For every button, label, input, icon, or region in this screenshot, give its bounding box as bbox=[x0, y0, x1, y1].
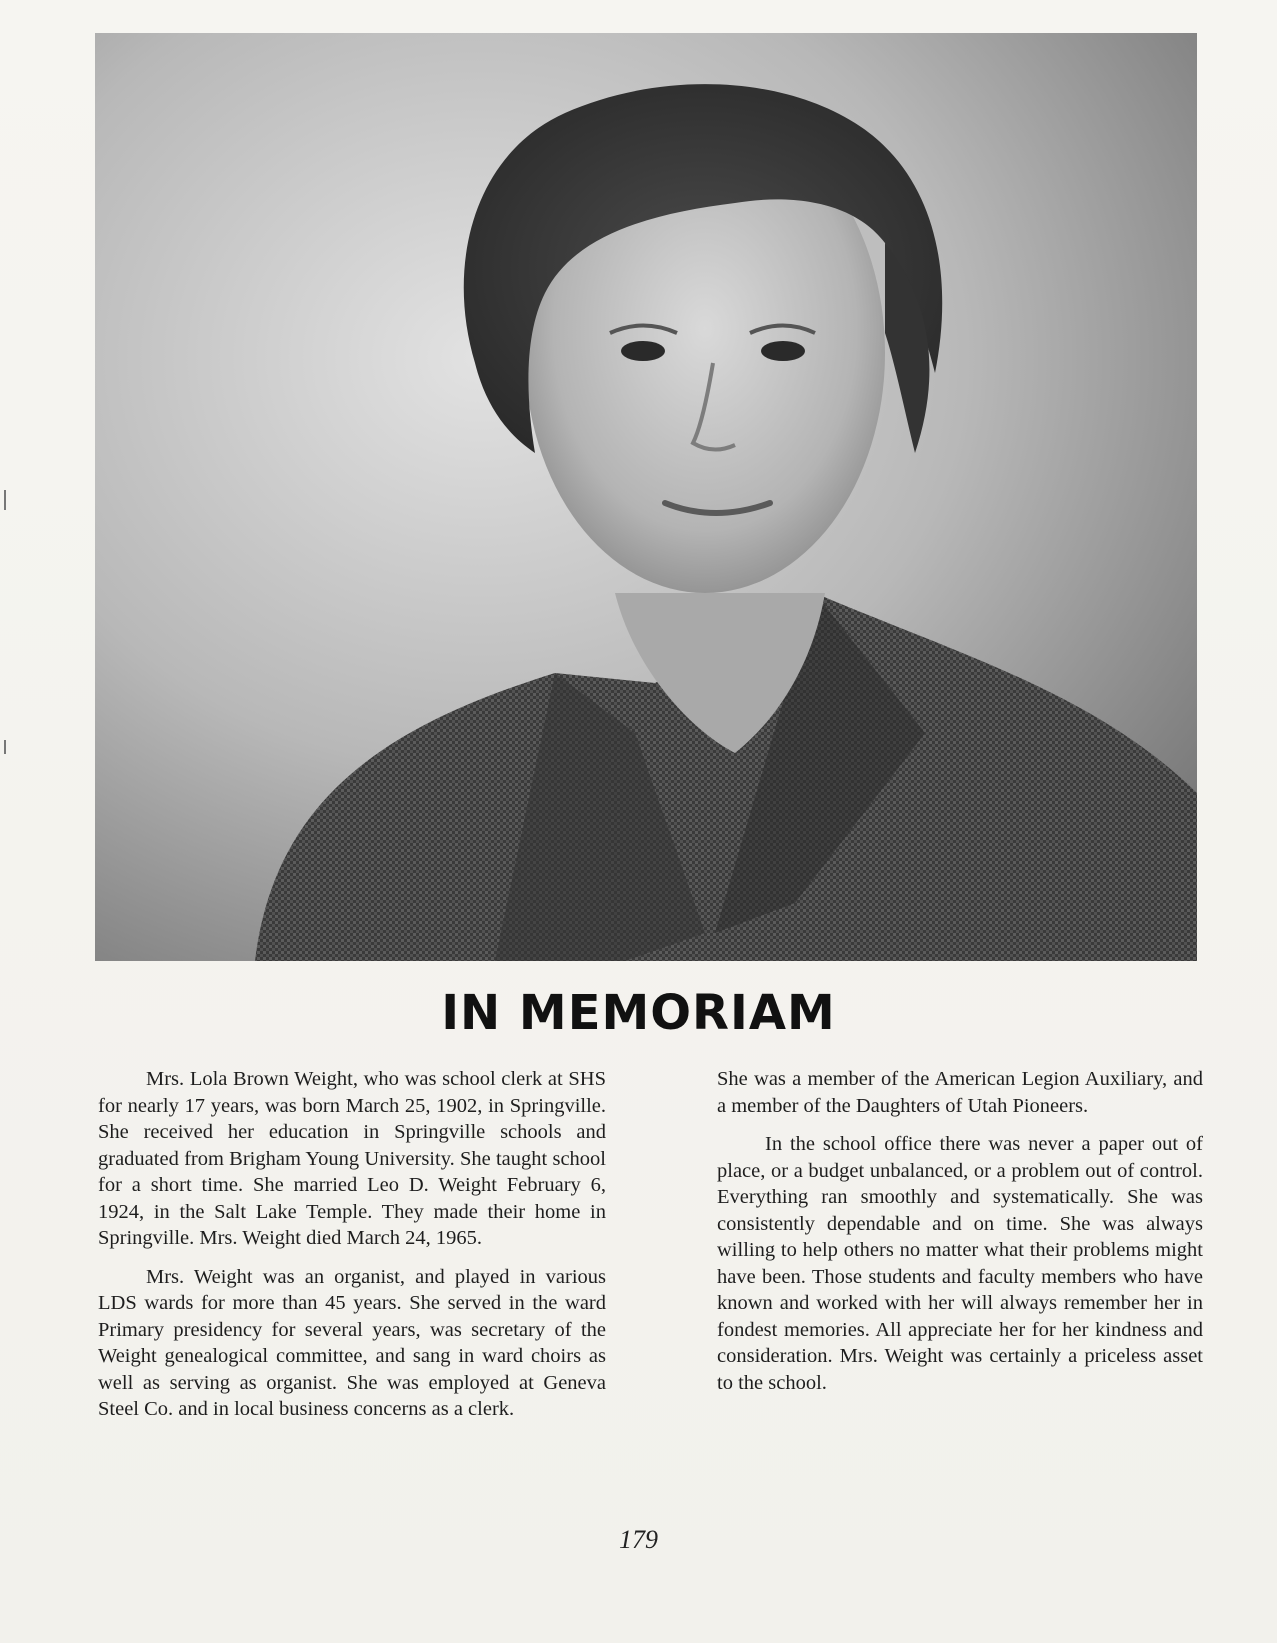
right-paragraph-1: She was a member of the American Legion Auxiliary, and a member of the Daughters of Utah Pioneers. bbox=[717, 1068, 1203, 1117]
page-title: IN MEMORIAM bbox=[441, 985, 836, 1041]
scan-edge-mark bbox=[4, 740, 6, 754]
right-text-column bbox=[717, 1066, 1203, 1408]
right-paragraph-2: In the school office there was never a paper out of place, or a budget unbalanced, or a problem out of control. Everything ran smoothly and systematically. She was consistently dependable and on time. She was always willing to help others no matter what their problems might have been. Those students and faculty members who have known and worked with her will always remember her in fondest memories. All appreciate her for her kindness and consideration. Mrs. Weight was certainly a priceless asset to the school. bbox=[717, 1133, 1203, 1394]
page-number: 179 bbox=[619, 1525, 658, 1554]
left-paragraph-2: Mrs. Weight was an organist, and played in various LDS wards for more than 45 years. She served in the ward Primary presidency for several years, was secretary of the Weight genealogical committee, and sang in ward choirs as well as serving as organist. She was employed at Geneva Steel Co. and in local business concerns as a clerk. bbox=[98, 1265, 606, 1420]
portrait-photo bbox=[95, 33, 1197, 961]
portrait-illustration bbox=[95, 33, 1197, 961]
left-paragraph-1: Mrs. Lola Brown Weight, who was school clerk at SHS for nearly 17 years, was born March 25, 1902, in Springville. She received her education in Springville schools and graduated from Brigham Young University. She taught school for a short time. She married Leo D. Weight February 6, 1924, in the Salt Lake Temple. They made their home in Springville. Mrs. Weight died March 24, 1965. bbox=[98, 1068, 606, 1249]
left-text-column bbox=[98, 1066, 606, 1435]
scan-edge-mark bbox=[4, 490, 6, 510]
